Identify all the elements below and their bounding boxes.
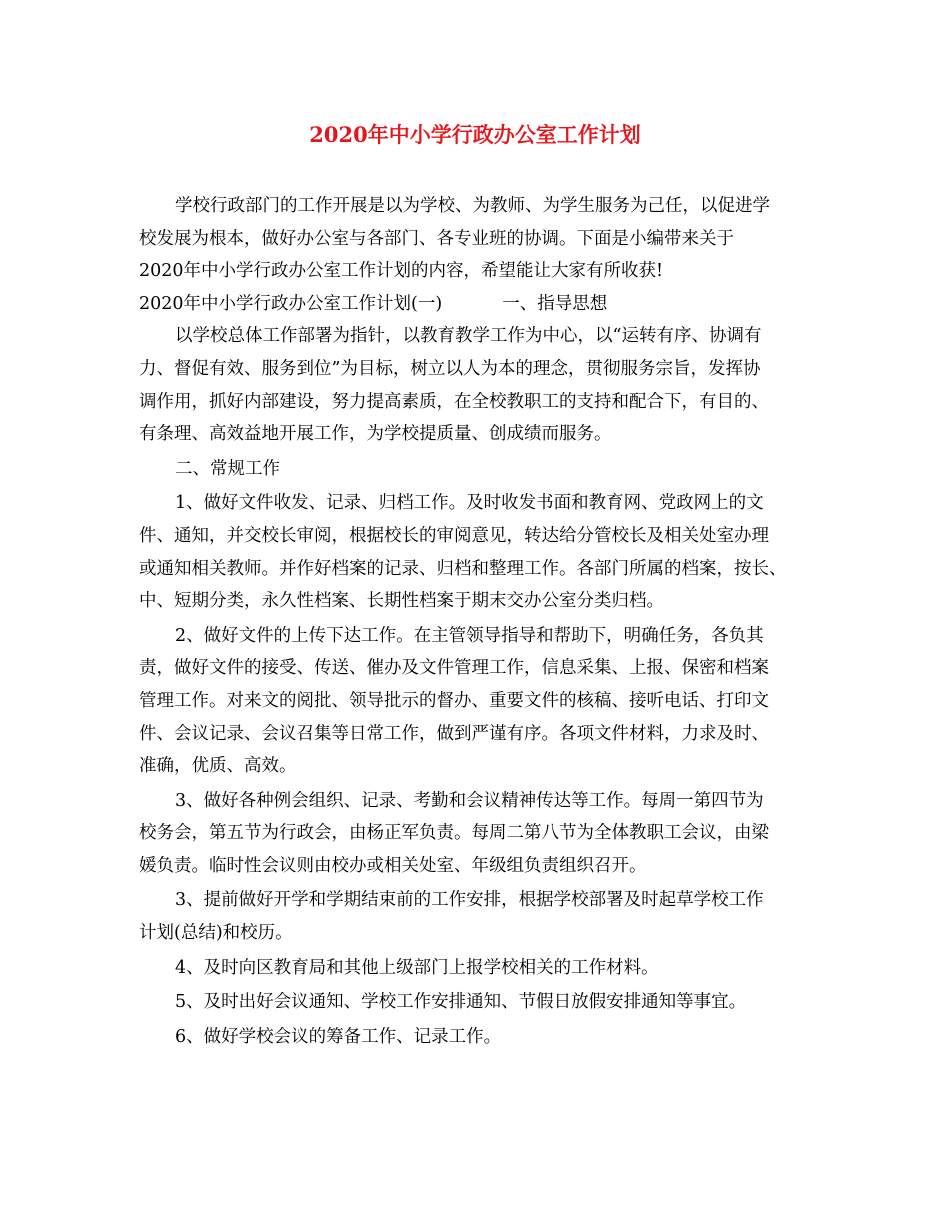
- document-body: [139, 190, 819, 1053]
- item-4-line: 4、及时向区教育局和其他上级部门上报学校相关的工作材料。: [175, 957, 659, 978]
- item-6-line: 6、做好学校会议的筹备工作、记录工作。: [175, 1026, 502, 1047]
- intro-paragraph: [139, 190, 819, 288]
- text-line: 媛负责。临时性会议则由校办或相关处室、年级组负责组织召开。: [139, 855, 647, 876]
- text-line: 中、短期分类，永久性档案、长期性档案于期末交办公室分类归档。: [139, 591, 664, 612]
- text-line: 件、通知，并交校长审阅，根据校长的审阅意见，转达给分管校长及相关处室办理: [139, 525, 769, 546]
- text-line: 有条理、高效益地开展工作，为学校提质量、创成绩而服务。: [139, 424, 612, 445]
- text-line: 学校行政部门的工作开展是以为学校、为教师、为学生服务为己任，以促进学: [175, 196, 770, 216]
- text-line: 以学校总体工作部署为指针，以教育教学工作为中心，以“运转有序、协调有: [175, 326, 762, 347]
- text-line: 2020年中小学行政办公室工作计划的内容，希望能让大家有所收获!: [139, 261, 664, 282]
- text-line: 2、做好文件的上传下达工作。在主管领导指导和帮助下，明确任务，各负其: [175, 625, 764, 646]
- section-heading-routine: 二、常规工作: [175, 458, 280, 479]
- text-line: 件、会议记录、会议召集等日常工作，做到严谨有序。各项文件材料，力求及时、: [139, 723, 769, 744]
- text-line: 校务会，第五节为行政会，由杨正军负责。每周二第八节为全体教职工会议，由梁: [139, 823, 769, 844]
- text-line: 3、提前做好开学和学期结束前的工作安排，根据学校部署及时起草学校工作: [175, 890, 764, 911]
- text-line: 计划(总结)和校历。: [139, 923, 293, 944]
- section-heading-guide: 一、指导思想: [502, 293, 608, 314]
- text-line: 调作用，抓好内部建设，努力提高素质，在全校教职工的支持和配合下，有目的、: [139, 391, 769, 412]
- plan-subtitle-line: [139, 288, 819, 321]
- text-line: 校发展为根本，做好办公室与各部门、各专业班的协调。下面是小编带来关于: [139, 228, 734, 249]
- text-line: 或通知相关教师。并作好档案的记录、归档和整理工作。各部门所属的档案，按长、: [139, 558, 787, 579]
- item-2-paragraph: [139, 620, 819, 783]
- document-title: 2020年中小学行政办公室工作计划: [309, 122, 641, 147]
- plan-subtitle: 2020年中小学行政办公室工作计划(一): [139, 293, 443, 314]
- text-line: 准确，优质、高效。: [139, 756, 297, 777]
- text-line: 责，做好文件的接受、传送、催办及文件管理工作，信息采集、上报、保密和档案: [139, 658, 769, 679]
- guide-paragraph: [139, 320, 819, 450]
- text-line: 力、督促有效、服务到位”为目标，树立以人为本的理念，贯彻服务宗旨，发挥协: [139, 358, 761, 379]
- item-3b-paragraph: [139, 884, 819, 949]
- text-line: 管理工作。对来文的阅批、领导批示的督办、重要文件的核稿、接听电话、打印文: [139, 690, 769, 711]
- item-3a-paragraph: [139, 785, 819, 883]
- text-line: 1、做好文件收发、记录、归档工作。及时收发书面和教育网、党政网上的文: [175, 493, 764, 514]
- item-5-line: 5、及时出好会议通知、学校工作安排通知、节假日放假安排通知等事宜。: [175, 992, 747, 1013]
- text-line: 3、做好各种例会组织、记录、考勤和会议精神传达等工作。每周一第四节为: [175, 790, 764, 811]
- item-1-paragraph: [139, 487, 819, 617]
